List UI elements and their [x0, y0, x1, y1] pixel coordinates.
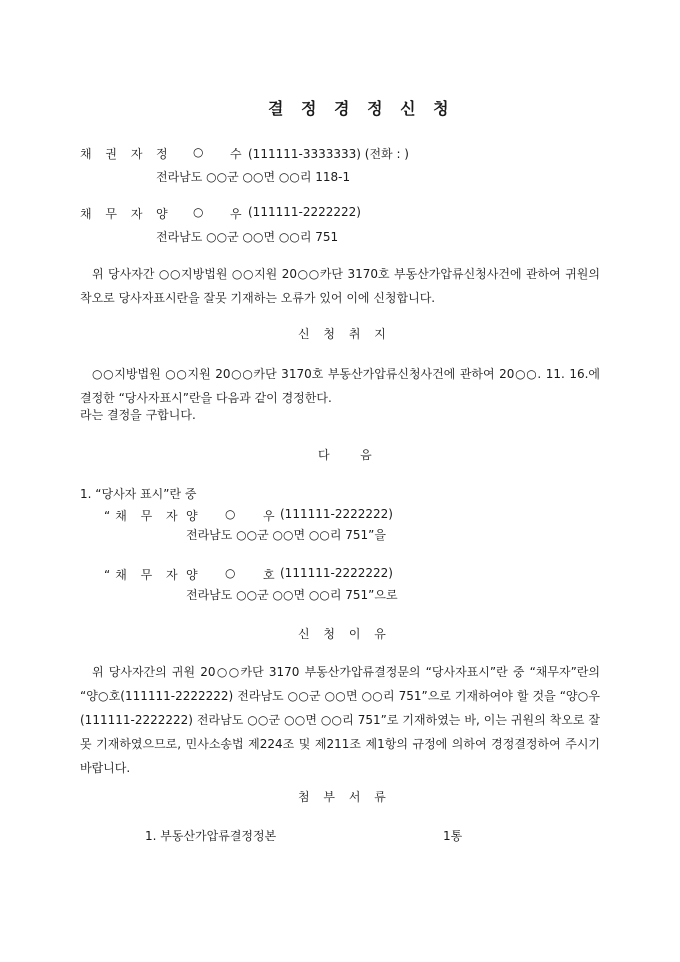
attachment-item: 1. 부동산가압류결정정본 — [145, 829, 277, 843]
reason-paragraph: 위 당사자간의 귀원 20○○카단 3170 부동산가압류결정문의 “당사자표시”란 중 “채무자”란의 “양○호(111111-2222222) 전라남도 ○○군 ○○면 ○○리 751”으로 기재하여야 할 것을 “양○우(111111-2222222) 전라남도 ○○군 ○○면 ○○리 751”로 기재하였는 바, 이는 귀원의 착오로 잘못 기재하였으므로, 민사소송법 제224조 및 제211조 제1항의 규정에 의하여 경정결정하여 주시기 바랍니다. — [80, 665, 600, 775]
reason-heading: 신 청 이 유 — [298, 627, 391, 641]
debtor-name-2: ○ — [193, 205, 204, 219]
item1-correct-address: 전라남도 ○○군 ○○면 ○○리 751”으로 — [186, 588, 398, 602]
following-heading: 다 음 — [318, 448, 372, 462]
debtor-label: 채 무 자 — [80, 207, 148, 221]
item1-wrong-name-2: ○ — [225, 507, 236, 521]
document-title: 결 정 경 정 신 청 — [268, 99, 455, 118]
item1-wrong-id: (111111-2222222) — [280, 507, 393, 521]
attachments-heading: 첨 부 서 류 — [298, 790, 391, 804]
debtor-id: (111111-2222222) — [248, 205, 361, 219]
purpose-closing: 라는 결정을 구합니다. — [80, 408, 196, 422]
attachment-count: 1통 — [443, 829, 463, 843]
purpose-paragraph: ○○지방법원 ○○지원 20○○카단 3170호 부동산가압류신청사건에 관하여 20○○. 11. 16.에 결정한 “당사자표시”란을 다음과 같이 경정한다. — [80, 367, 600, 405]
item1-wrong-name-1: 양 — [186, 509, 198, 523]
item1-correct-name-2: ○ — [225, 566, 236, 580]
debtor-address: 전라남도 ○○군 ○○면 ○○리 751 — [156, 230, 339, 244]
item1-correct-name-1: 양 — [186, 568, 198, 582]
creditor-label: 채 권 자 — [80, 147, 148, 161]
item1-wrong-label: “채 무 자 — [104, 509, 183, 523]
creditor-name-1: 정 — [156, 147, 168, 161]
item1-wrong-name-3: 우 — [263, 509, 275, 523]
item1-correct-id: (111111-2222222) — [280, 566, 393, 580]
debtor-name-1: 양 — [156, 207, 168, 221]
creditor-address: 전라남도 ○○군 ○○면 ○○리 118-1 — [156, 170, 351, 184]
intro-paragraph: 위 당사자간 ○○지방법원 ○○지원 20○○카단 3170호 부동산가압류신청사건에 관하여 귀원의 착오로 당사자표시란을 잘못 기재하는 오류가 있어 이에 신청합니다. — [80, 267, 600, 305]
purpose-heading: 신 청 취 지 — [298, 327, 391, 341]
creditor-name-2: ○ — [193, 145, 204, 159]
item1-label: 1. “당사자 표시”란 중 — [80, 487, 197, 501]
creditor-id-phone: (111111-3333333) (전화 : ) — [248, 147, 409, 161]
debtor-name-3: 우 — [230, 207, 242, 221]
creditor-name-3: 수 — [230, 147, 242, 161]
item1-correct-name-3: 호 — [263, 568, 275, 582]
item1-correct-label: “채 무 자 — [104, 568, 183, 582]
item1-wrong-address: 전라남도 ○○군 ○○면 ○○리 751”을 — [186, 528, 386, 542]
